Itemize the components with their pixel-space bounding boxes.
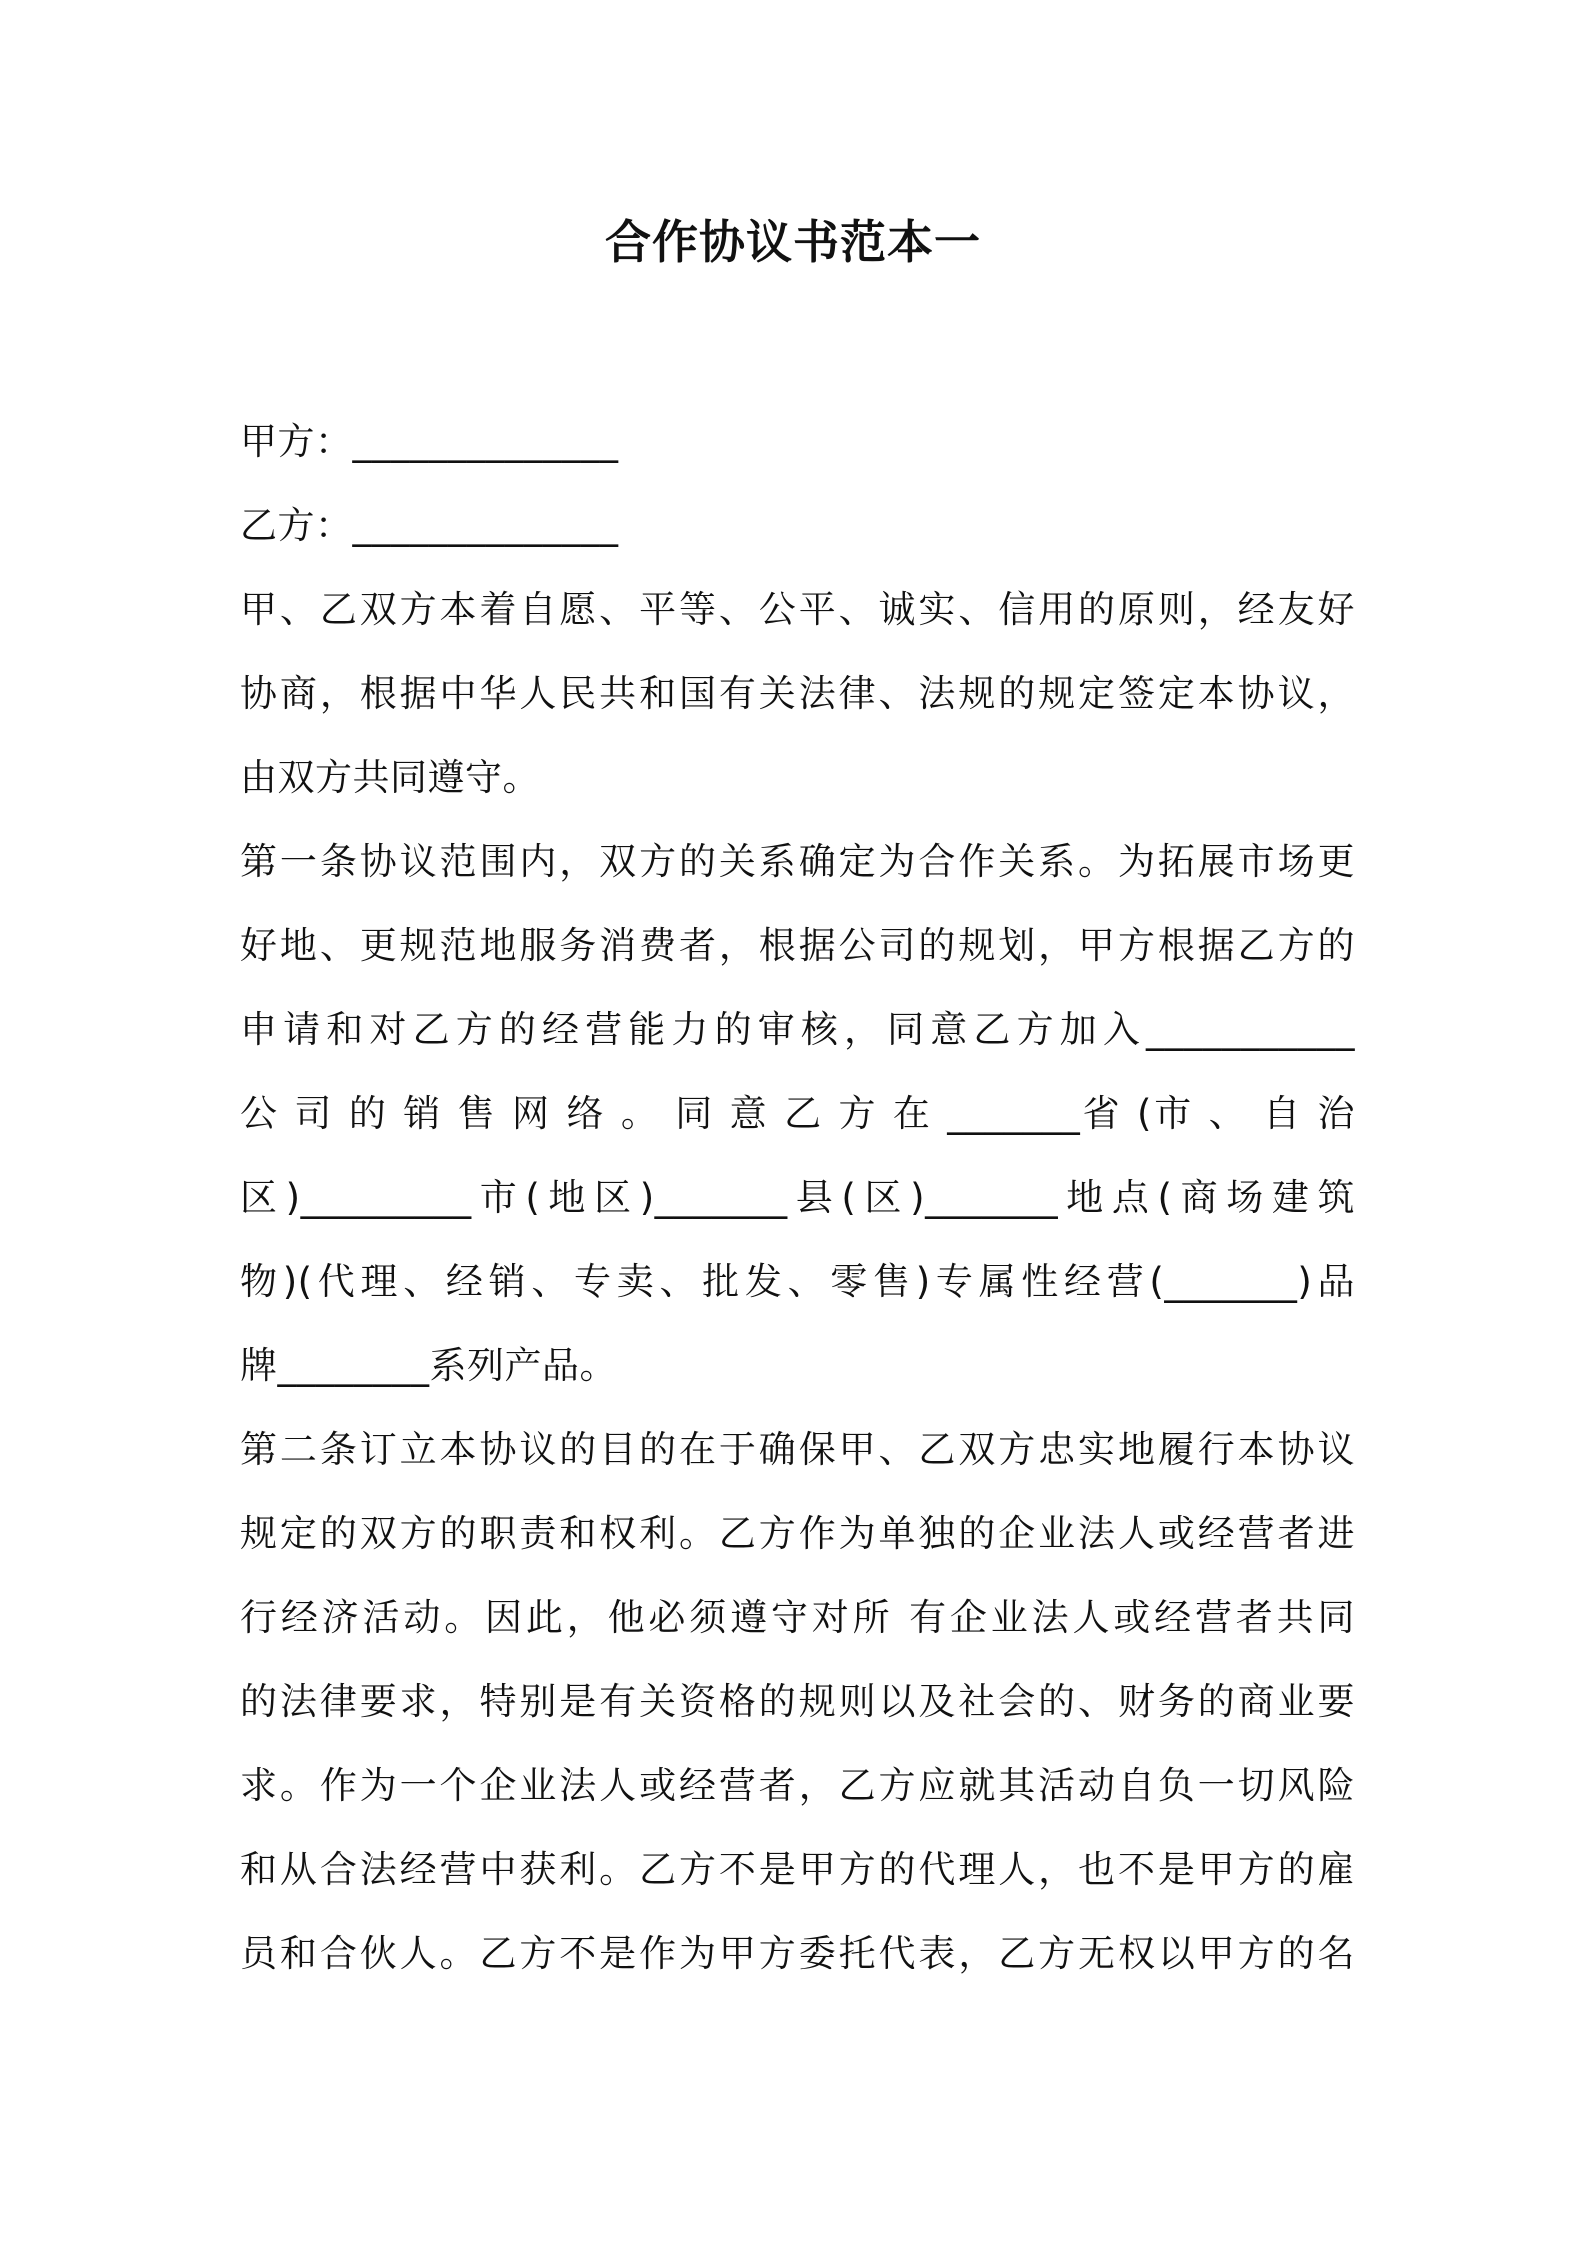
article-two-line: 求。作为一个企业法人或经营者，乙方应就其活动自负一切风险 — [240, 1764, 1355, 1807]
preamble-line: 协商，根据中华人民共和国有关法律、法规的规定签定本协议， — [240, 672, 1355, 715]
party-b-line: 乙方：______________ — [240, 504, 619, 547]
preamble-line: 甲、乙双方本着自愿、平等、公平、诚实、信用的原则，经友好 — [240, 588, 1355, 631]
article-two-line: 第二条订立本协议的目的在于确保甲、乙双方忠实地履行本协议 — [240, 1428, 1355, 1471]
document-body — [240, 400, 1355, 1996]
article-one-line: 牌________系列产品。 — [240, 1344, 617, 1387]
article-two-line: 规定的双方的职责和权利。乙方作为单独的企业法人或经营者进 — [240, 1512, 1355, 1555]
article-two-line: 和从合法经营中获利。乙方不是甲方的代理人，也不是甲方的雇 — [240, 1848, 1355, 1891]
article-one-line: 公 司 的 销 售 网 络 。 同 意 乙 方 在 _______省 (市 、 自 治 — [240, 1092, 1355, 1135]
document-title: 合作协议书范本一 — [605, 215, 981, 269]
party-a-line: 甲方：______________ — [240, 420, 619, 463]
article-one-line: 第一条协议范围内，双方的关系确定为合作关系。为拓展市场更 — [240, 840, 1355, 883]
preamble-line: 由双方共同遵守。 — [240, 756, 540, 799]
article-one-line: 物)(代理、经销、专卖、批发、零售)专属性经营(_______)品 — [240, 1260, 1355, 1303]
article-one-line: 区)_________市(地区)_______县(区)_______地点(商场建筑 — [240, 1176, 1355, 1219]
article-two-line: 行经济活动。因此，他必须遵守对所 有企业法人或经营者共同 — [240, 1596, 1355, 1639]
article-two-line: 员和合伙人。乙方不是作为甲方委托代表，乙方无权以甲方的名 — [240, 1932, 1355, 1975]
article-one-line: 好地、更规范地服务消费者，根据公司的规划，甲方根据乙方的 — [240, 924, 1355, 967]
article-one-line: 申请和对乙方的经营能力的审核，同意乙方加入___________ — [240, 1008, 1355, 1051]
article-two-line: 的法律要求，特别是有关资格的规则以及社会的、财务的商业要 — [240, 1680, 1355, 1723]
